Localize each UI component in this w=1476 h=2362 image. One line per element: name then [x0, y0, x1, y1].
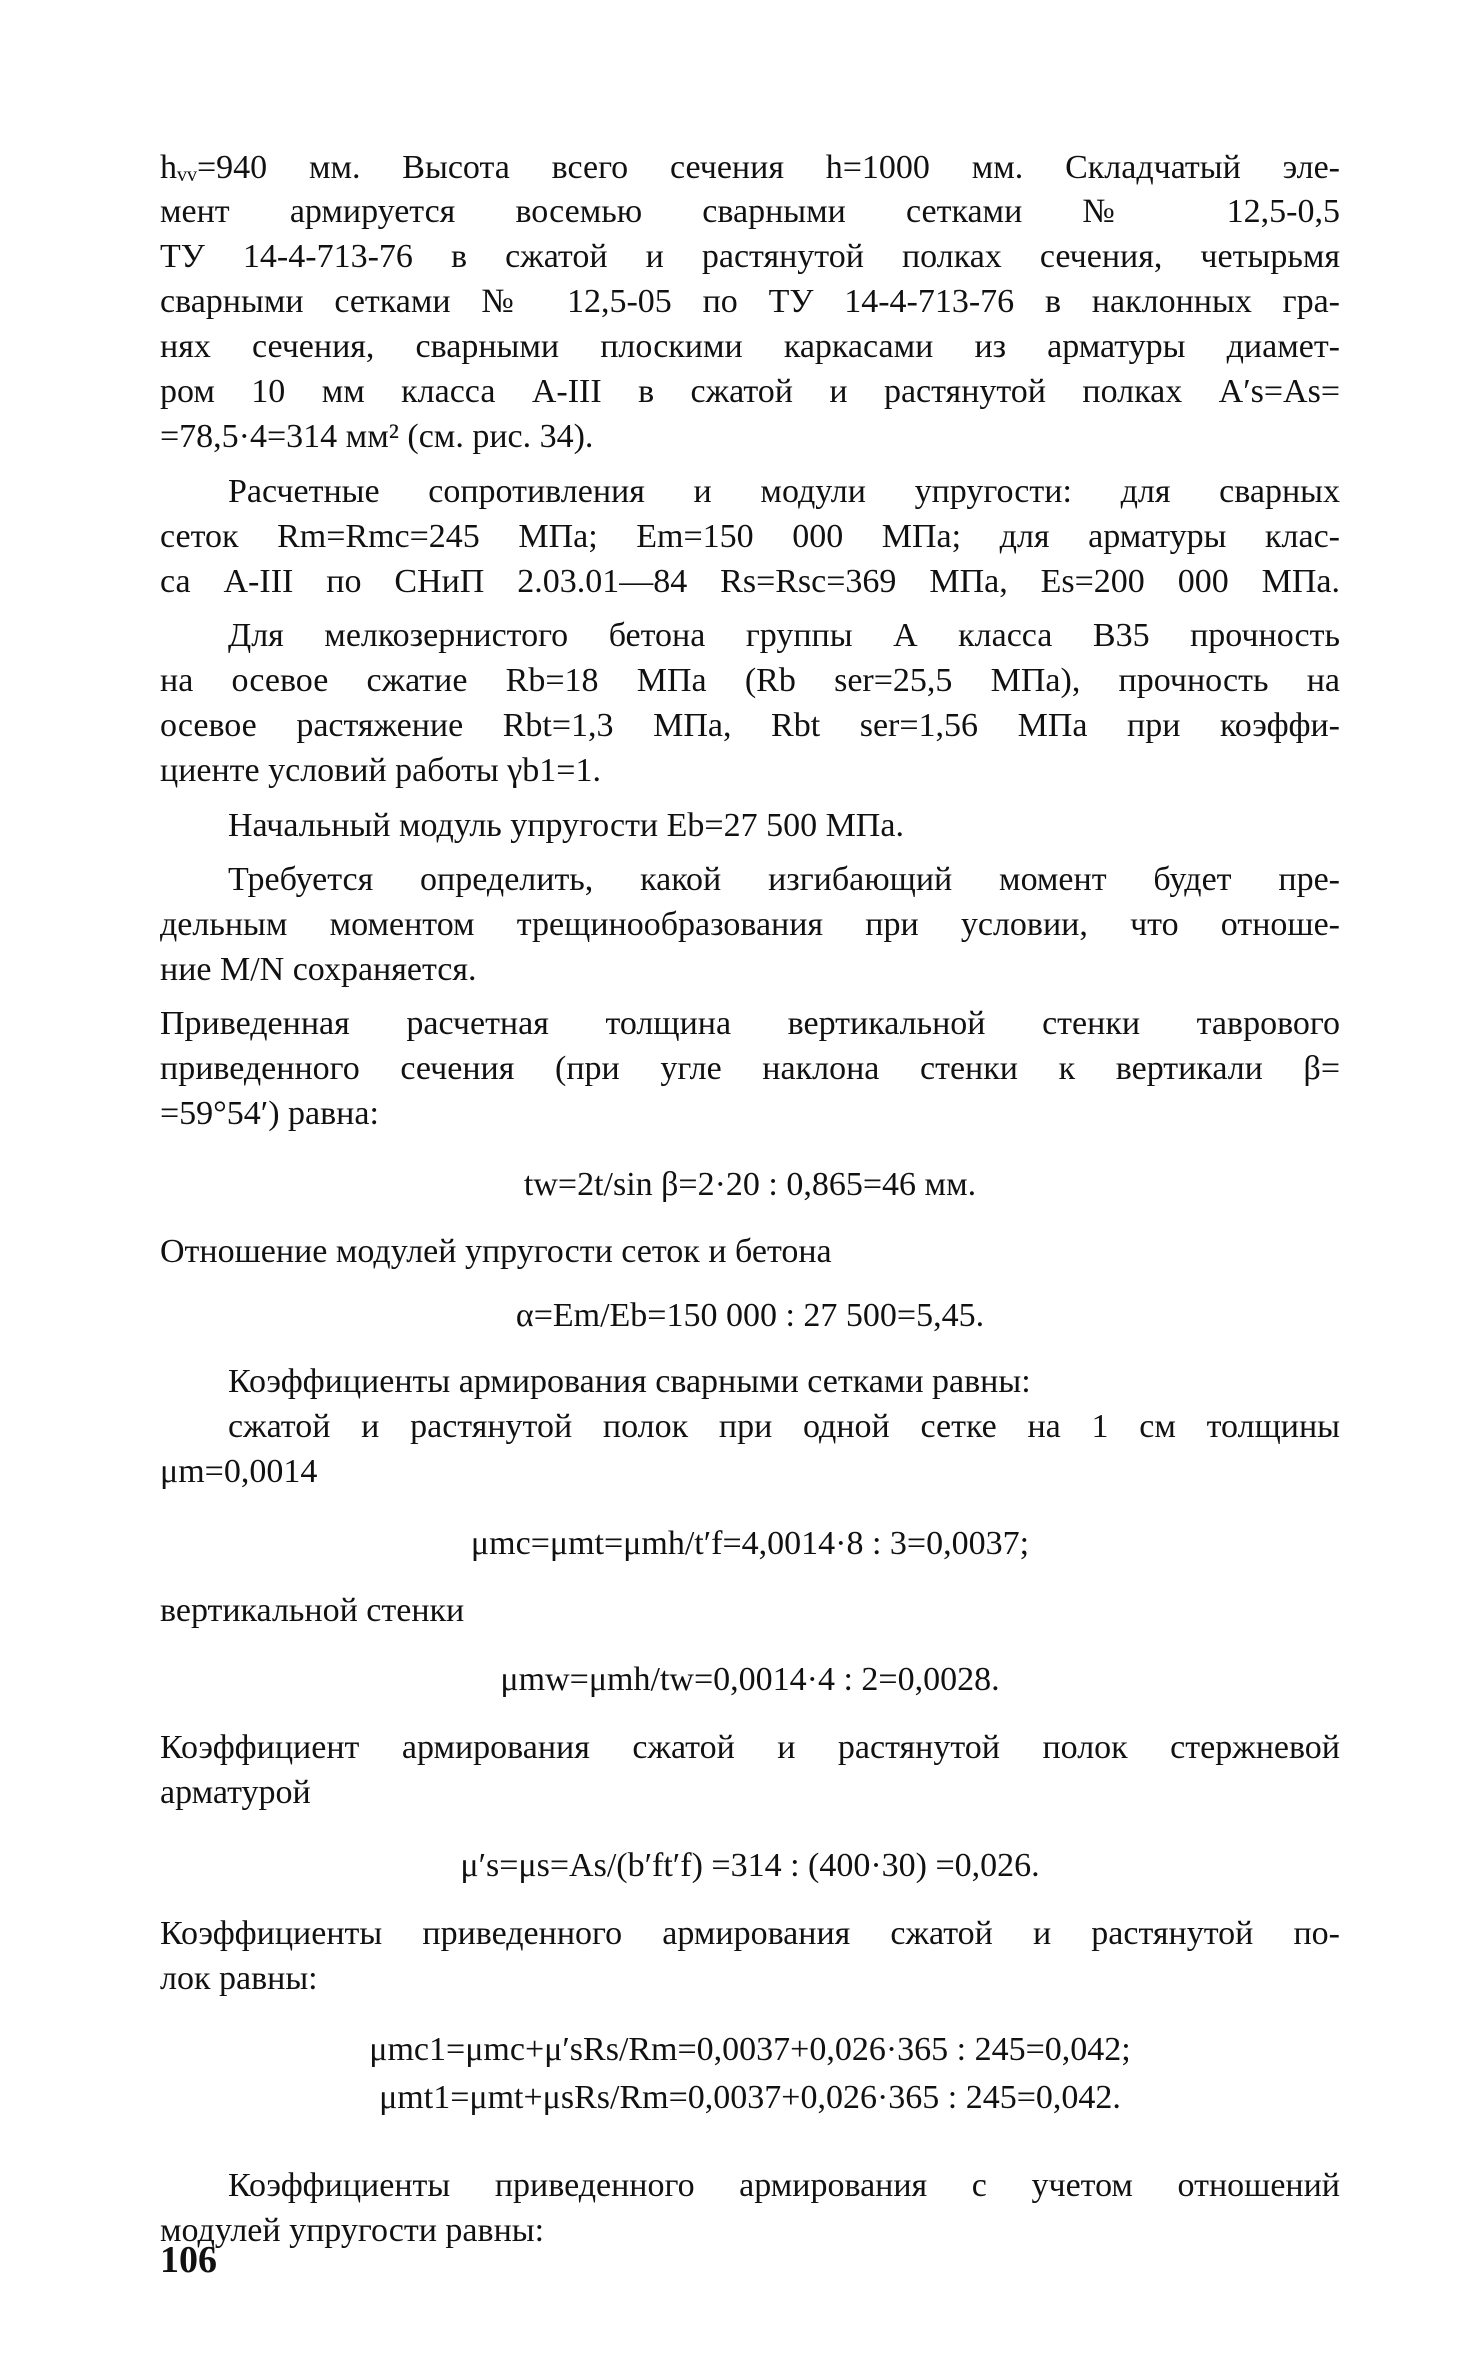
formula-line: μmc1=μmc+μ′sRs/Rm=0,0037+0,026·365 : 245=0,042; — [369, 2031, 1131, 2068]
text-line: лок равны: — [160, 1960, 318, 1997]
formula-line: α=Em/Eb=150 000 : 27 500=5,45. — [515, 1297, 985, 1334]
text-line: Коэффициенты приведенного армирования сжатой и растянутой по- — [160, 1915, 1340, 1952]
text-line: Коэффициенты армирования сварными сетками равны: — [228, 1363, 1031, 1400]
text-line: ТУ 14-4-713-76 в сжатой и растянутой полках сечения, четырьмя — [160, 238, 1340, 275]
text-line: Коэффициент армирования сжатой и растянутой полок стержневой — [160, 1729, 1340, 1766]
text-line: Приведенная расчетная толщина вертикальной стенки таврового — [160, 1005, 1340, 1042]
text-line: Требуется определить, какой изгибающий момент будет пре- — [228, 861, 1340, 898]
text-line: сжатой и растянутой полок при одной сетке на 1 см толщины — [228, 1408, 1340, 1445]
text-line: =59°54′) равна: — [160, 1095, 379, 1132]
formula-line: μmw=μmh/tw=0,0014·4 : 2=0,0028. — [500, 1661, 1000, 1698]
text-line: ром 10 мм класса А-III в сжатой и растянутой полках A′s=As= — [160, 373, 1340, 410]
text-line: вертикальной стенки — [160, 1592, 465, 1629]
text-line: Отношение модулей упругости сеток и бетона — [160, 1233, 832, 1270]
text-line: арматурой — [160, 1774, 311, 1811]
formula-line: μ′s=μs=As/(b′ft′f) =314 : (400·30) =0,026. — [460, 1847, 1040, 1884]
text-line: осевое растяжение Rbt=1,3 МПа, Rbt ser=1,56 МПа при коэффи- — [160, 707, 1340, 744]
text-line: Начальный модуль упругости Eb=27 500 МПа. — [228, 807, 904, 844]
text-line: Расчетные сопротивления и модули упругости: для сварных — [228, 473, 1340, 510]
formula-line: tw=2t/sin β=2·20 : 0,865=46 мм. — [523, 1166, 977, 1203]
text-line: ние M/N сохраняется. — [160, 951, 477, 988]
formula-line: μmc=μmt=μmh/t′f=4,0014·8 : 3=0,0037; — [470, 1525, 1030, 1562]
text-line: hᵥᵥ=940 мм. Высота всего сечения h=1000 мм. Складчатый эле- — [160, 149, 1340, 186]
text-line: модулей упругости равны: — [160, 2212, 545, 2249]
text-line: =78,5·4=314 мм² (см. рис. 34). — [160, 418, 594, 455]
text-line: мент армируется восемью сварными сетками № 12,5-0,5 — [160, 193, 1340, 230]
text-line: μm=0,0014 — [160, 1453, 318, 1490]
formula-line: μmt1=μmt+μsRs/Rm=0,0037+0,026·365 : 245=0,042. — [379, 2079, 1121, 2116]
text-line: циенте условий работы γb1=1. — [160, 752, 601, 789]
text-line: сварными сетками № 12,5-05 по ТУ 14-4-713-76 в наклонных гра- — [160, 283, 1340, 320]
text-line: нях сечения, сварными плоскими каркасами из арматуры диамет- — [160, 328, 1340, 365]
text-line: на осевое сжатие Rb=18 МПа (Rb ser=25,5 МПа), прочность на — [160, 662, 1340, 699]
page-number: 106 — [160, 2239, 217, 2281]
text-line: Для мелкозернистого бетона группы А класса В35 прочность — [228, 617, 1340, 654]
text-line: приведенного сечения (при угле наклона стенки к вертикали β= — [160, 1050, 1340, 1087]
text-line: Коэффициенты приведенного армирования с учетом отношений — [228, 2167, 1340, 2204]
text-line: сеток Rm=Rmc=245 МПа; Em=150 000 МПа; для арматуры клас- — [160, 518, 1340, 555]
text-line: са А-III по СНиП 2.03.01—84 Rs=Rsc=369 МПа, Es=200 000 МПа. — [160, 563, 1340, 600]
text-line: дельным моментом трещинообразования при условии, что отноше- — [160, 906, 1340, 943]
